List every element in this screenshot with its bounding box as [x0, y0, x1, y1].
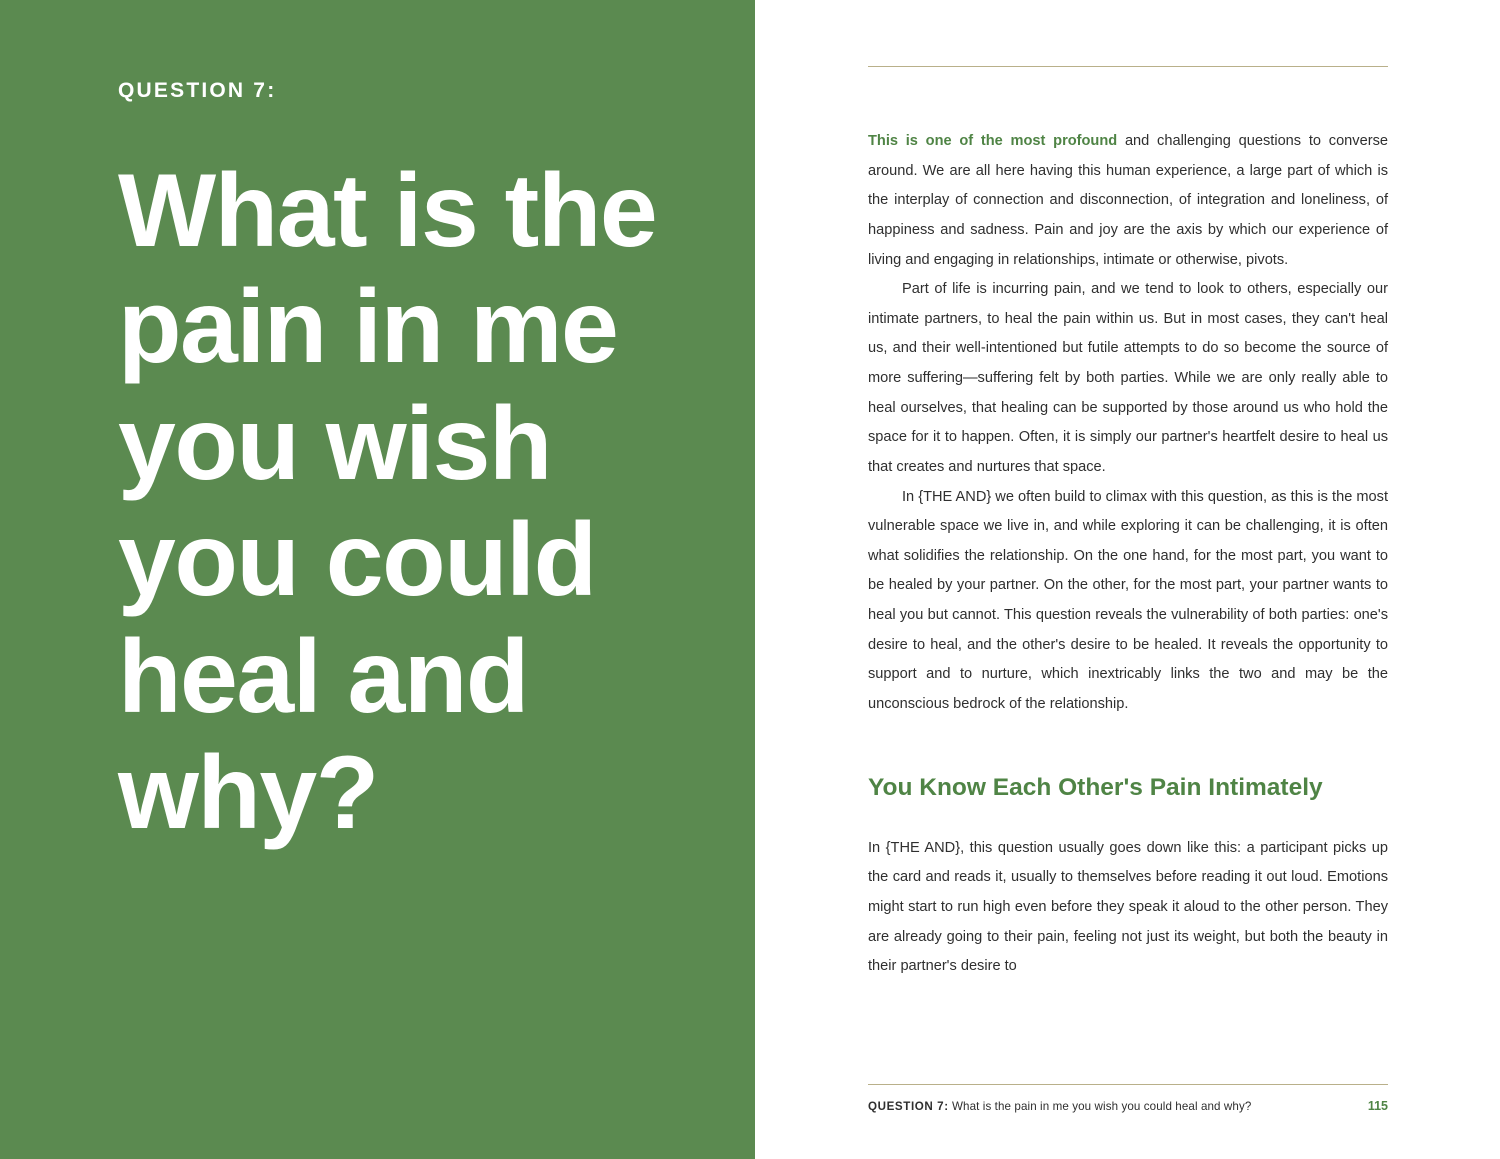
question-title: What is the pain in me you wish you could heal and why? — [118, 153, 657, 852]
footer-row — [868, 1099, 1388, 1113]
section-subhead: You Know Each Other's Pain Intimately — [868, 773, 1323, 801]
right-page-content — [868, 66, 1388, 982]
section-paragraph-1: In {THE AND}, this question usually goes down like this: a participant picks up the card and reads it, usually to themselves before reading it out loud. Emotions might start to run high even before they speak it aloud to the other person. They are already going to their pain, feeling not just its weight, but both the beauty in their partner's desire to — [868, 839, 1388, 975]
paragraph-lead-in: This is one of the most profound — [868, 133, 1118, 149]
paragraph-1 — [868, 127, 1388, 275]
paragraph-3: In {THE AND} we often build to climax with this question, as this is the most vulnerable space we live in, and while exploring it can be challenging, it is often what solidifies the relationship. On the one hand, for the most part, you want to be healed by your partner. On the other, for the most part, your partner wants to heal you but cannot. This question reveals the vulnerability of both parties: one's desire to heal, and the other's desire to be healed. It reveals the opportunity to support and to nurture, which inextricably links the two and may be the unconscious bedrock of the relationship. — [868, 488, 1388, 712]
right-page — [755, 0, 1500, 1159]
paragraph-2: Part of life is incurring pain, and we tend to look to others, especially our intimate partners, to heal the pain within us. But in most cases, they can't heal us, and their well-intentioned but futile attempts to do so become the source of more suffering—suffering felt by both parties. While we are only really able to heal ourselves, that healing can be supported by those around us who hold the space for it to happen. Often, it is simply our partner's heartfelt desire to heal us that creates and nurtures that space. — [868, 281, 1388, 475]
question-label: QUESTION 7: — [118, 79, 277, 102]
paragraph-1-text: and challenging questions to converse around. We are all here having this human experience, a large part of which is the interplay of connection and disconnection, of integration and loneliness, of happiness and sadness. Pain and joy are the axis by which our experience of living and engaging in relationships, intimate or otherwise, pivots. — [868, 133, 1388, 268]
page-number: 115 — [1367, 1099, 1388, 1113]
page-footer — [868, 1084, 1388, 1113]
footer-question-text: What is the pain in me you wish you could heal and why? — [948, 1100, 1252, 1113]
bottom-rule — [868, 1084, 1388, 1085]
footer-question-tag: QUESTION 7: — [868, 1100, 949, 1113]
footer-running-head — [868, 1100, 1251, 1113]
top-rule — [868, 66, 1388, 67]
